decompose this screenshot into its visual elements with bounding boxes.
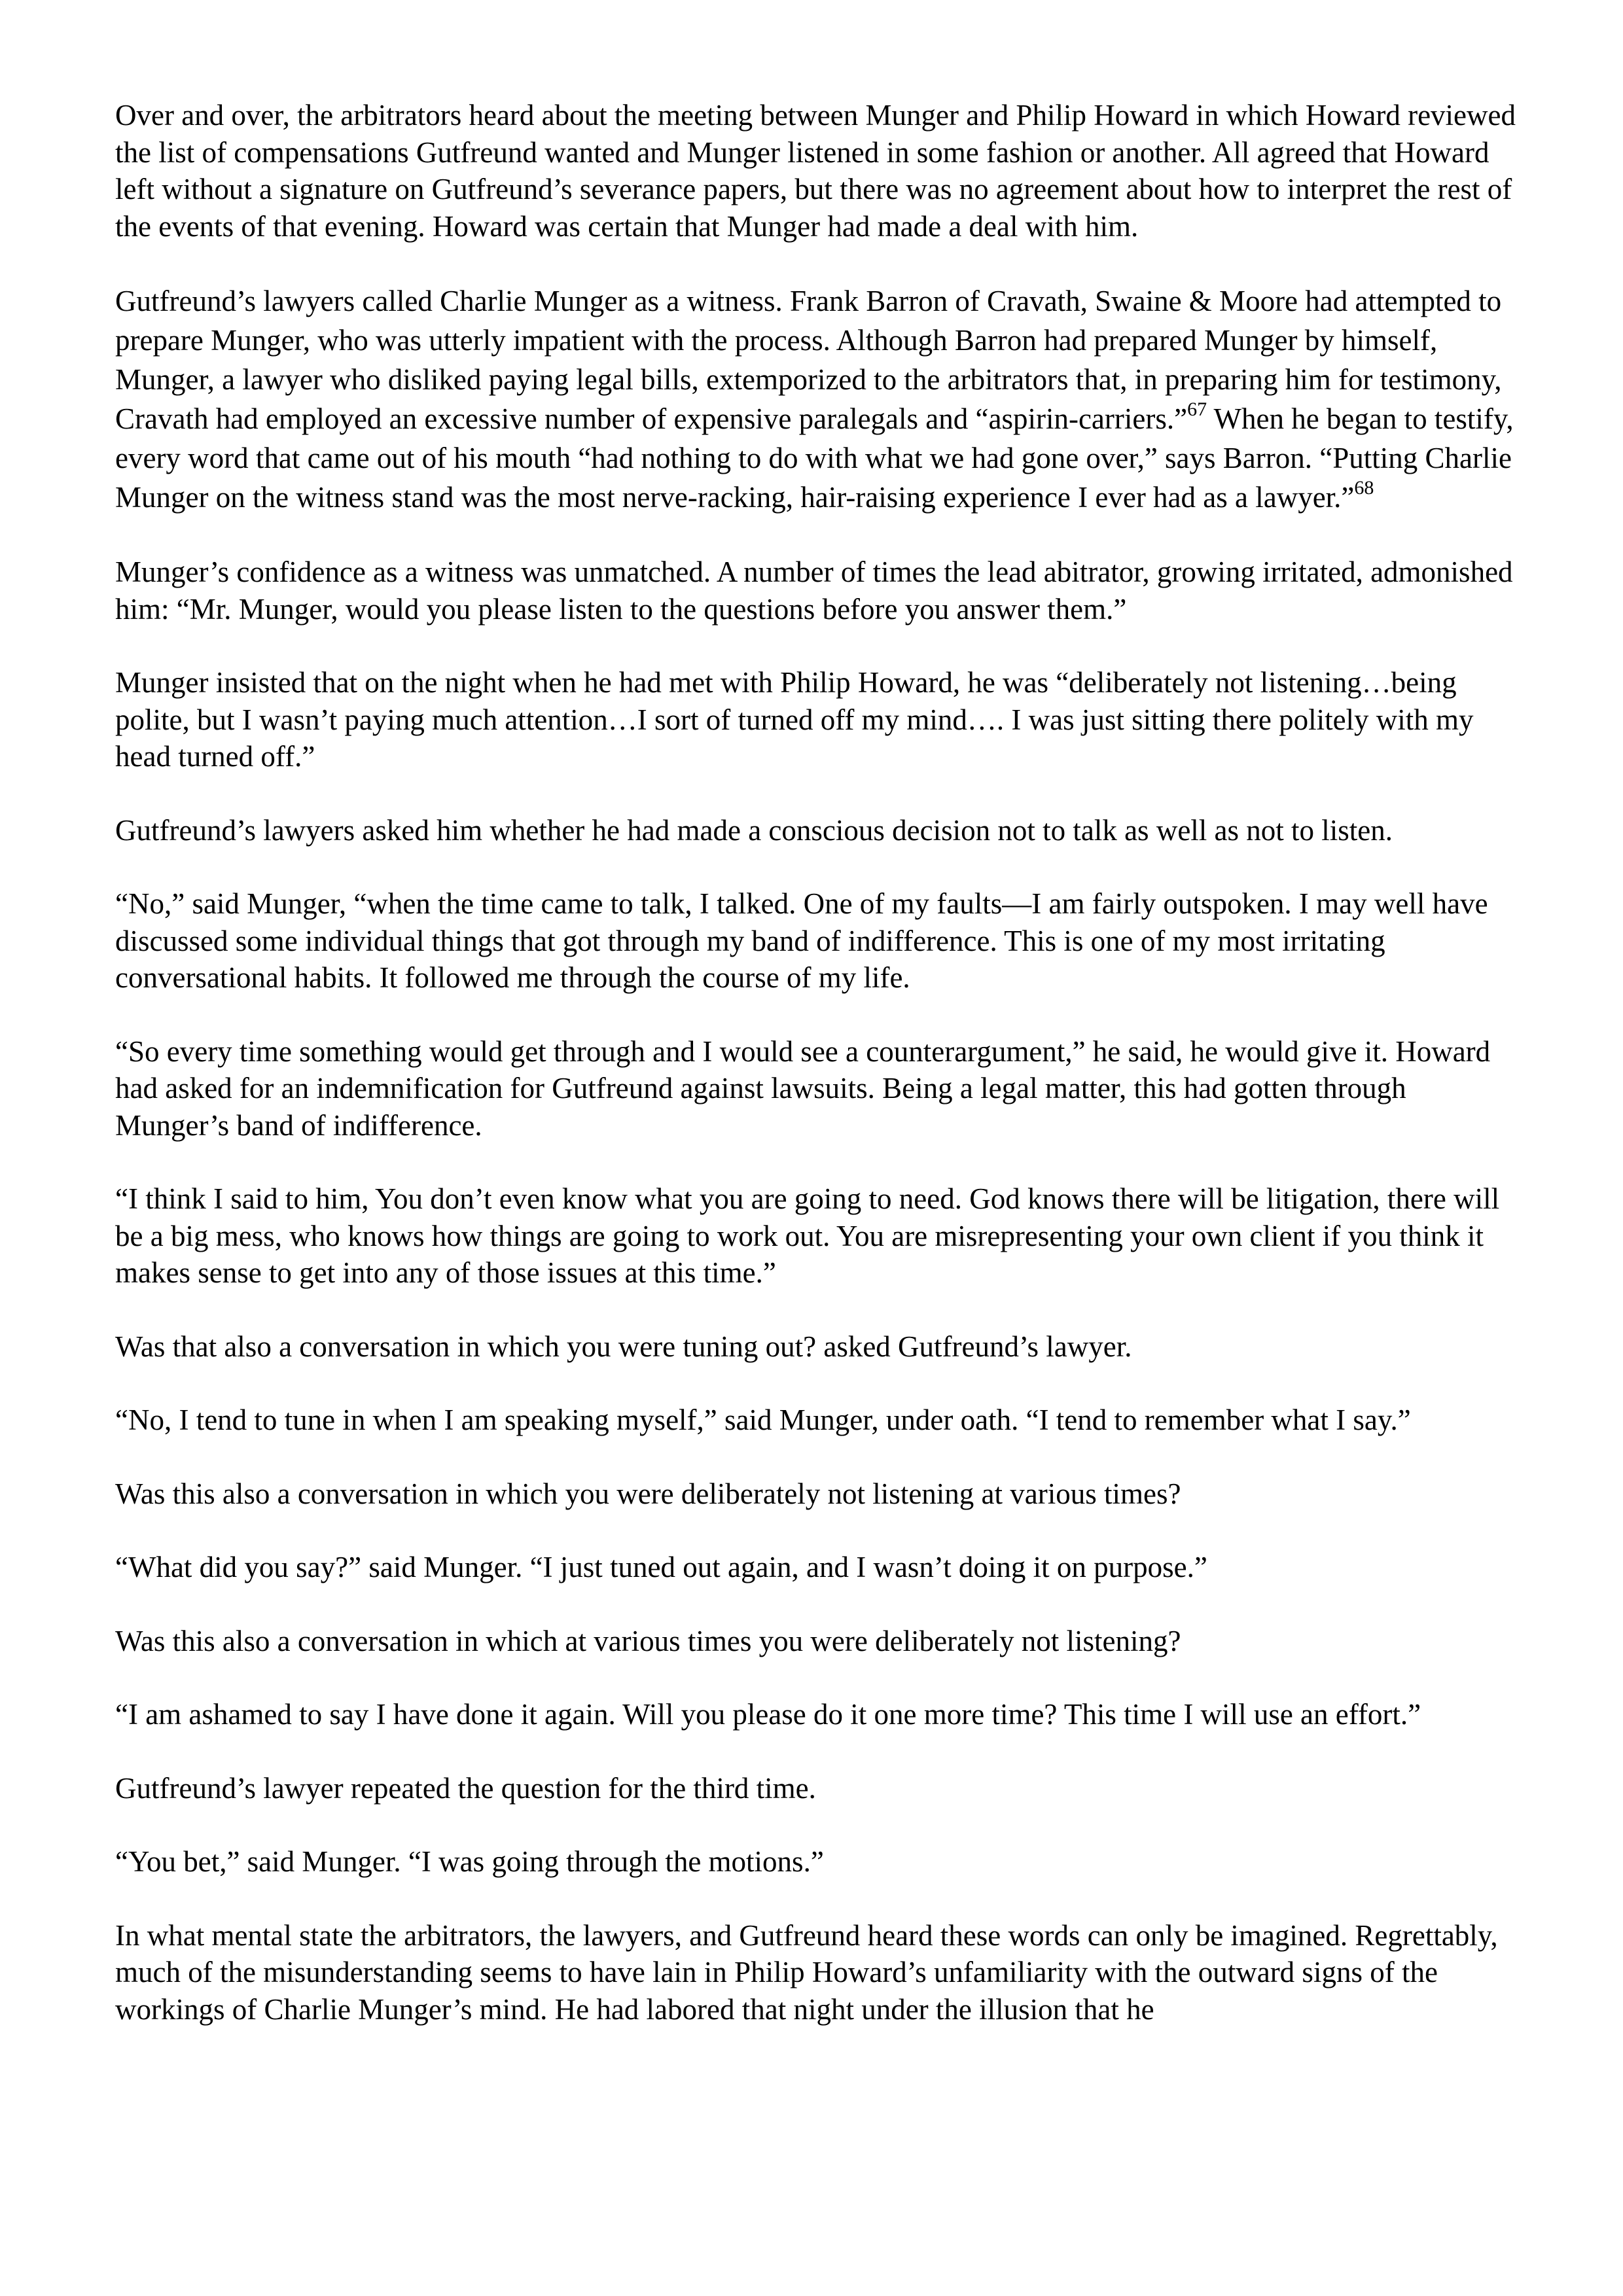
paragraph-tune-in: “No, I tend to tune in when I am speaking myself,” said Munger, under oath. “I tend to remember what I say.”: [115, 1404, 1411, 1436]
paragraph-you-bet: “You bet,” said Munger. “I was going through the motions.”: [115, 1845, 824, 1878]
paragraph-text: When he began to testify, every word that came out of his mouth “had nothing to do with what we had gone over,” says Barron. “Putting Charlie Munger on the witness stand was the most nerve-racking, hair-raising experience I ever had as a lawyer.”: [115, 402, 1514, 514]
paragraph-what-did-you-say: “What did you say?” said Munger. “I just tuned out again, and I wasn’t doing it on purpose.”: [115, 1551, 1207, 1583]
document-page: [115, 97, 1516, 2064]
paragraph-counterargument: “So every time something would get through and I would see a counterargument,” he said, he would give it. Howard had asked for an indemnification for Gutfreund against lawsuits. Being a legal matter, this had gotten through Munger’s band of indifference.: [115, 1034, 1491, 1142]
paragraph-text: Gutfreund’s lawyers called Charlie Munger as a witness. Frank Barron of Cravath, Swaine & Moore had attempted to prepare Munger, who was utterly impatient with the process. Although Barron had prepared Munger by himself, Munger, a lawyer who disliked paying legal bills, extemporized to the arbitrators that, in preparing him for testimony, Cravath had employed an excessive number of expensive paralegals and “aspirin-carriers.”: [115, 285, 1502, 435]
paragraph-when-time-came: “No,” said Munger, “when the time came to talk, I talked. One of my faults—I am fairly outspoken. I may well have discussed some individual things that got through my band of indifference. This is one of my most irritating conversational habits. It followed me through the course of my life.: [115, 887, 1488, 994]
paragraph-tuning-out: Was that also a conversation in which you were tuning out? asked Gutfreund’s lawyer.: [115, 1330, 1132, 1363]
paragraph-munger-witness: [115, 281, 1516, 517]
paragraph-third-time: Gutfreund’s lawyer repeated the question for the third time.: [115, 1771, 816, 1805]
paragraph-question-2: Was this also a conversation in which at various times you were deliberately not listening?: [115, 1624, 1181, 1657]
paragraph-munger-confidence: Munger’s confidence as a witness was unmatched. A number of times the lead abitrator, growing irritated, admonished him: “Mr. Munger, would you please listen to the questions before you answer them.”: [115, 556, 1513, 626]
paragraph-mental-state: In what mental state the arbitrators, the lawyers, and Gutfreund heard these words can only be imagined. Regrettably, much of the misunderstanding seems to have lain in Philip Howard’s unfamiliarity with the outward signs of the workings of Charlie Munger’s mind. He had labored that night under the illusion that he: [115, 1918, 1498, 2026]
paragraph-conscious-decision: Gutfreund’s lawyers asked him whether he had made a conscious decision not to talk as well as not to listen.: [115, 813, 1393, 847]
footnote-ref-67: 67: [1187, 398, 1207, 420]
paragraph-question-1: Was this also a conversation in which you were deliberately not listening at various times?: [115, 1477, 1181, 1510]
paragraph-arbitrators-meeting: Over and over, the arbitrators heard about the meeting between Munger and Philip Howard in which Howard reviewed the list of compensations Gutfreund wanted and Munger listened in some fashion or another. All agreed that Howard left without a signature on Gutfreund’s severance papers, but there was no agreement about how to interpret the rest of the events of that evening. Howard was certain that Munger had made a deal with him.: [115, 99, 1516, 243]
footnote-ref-68: 68: [1354, 477, 1374, 499]
paragraph-not-listening: Munger insisted that on the night when he had met with Philip Howard, he was “deliberately not listening…being polite, but I wasn’t paying much attention…I sort of turned off my mind…. I was just sitting there politely with my head turned off.”: [115, 666, 1474, 773]
paragraph-ashamed: “I am ashamed to say I have done it again. Will you please do it one more time? This time I will use an effort.”: [115, 1698, 1421, 1731]
paragraph-litigation: “I think I said to him, You don’t even know what you are going to need. God knows there will be litigation, there will be a big mess, who knows how things are going to work out. You are misrepresenting your own client if you think it makes sense to get into any of those issues at this time.”: [115, 1182, 1500, 1289]
